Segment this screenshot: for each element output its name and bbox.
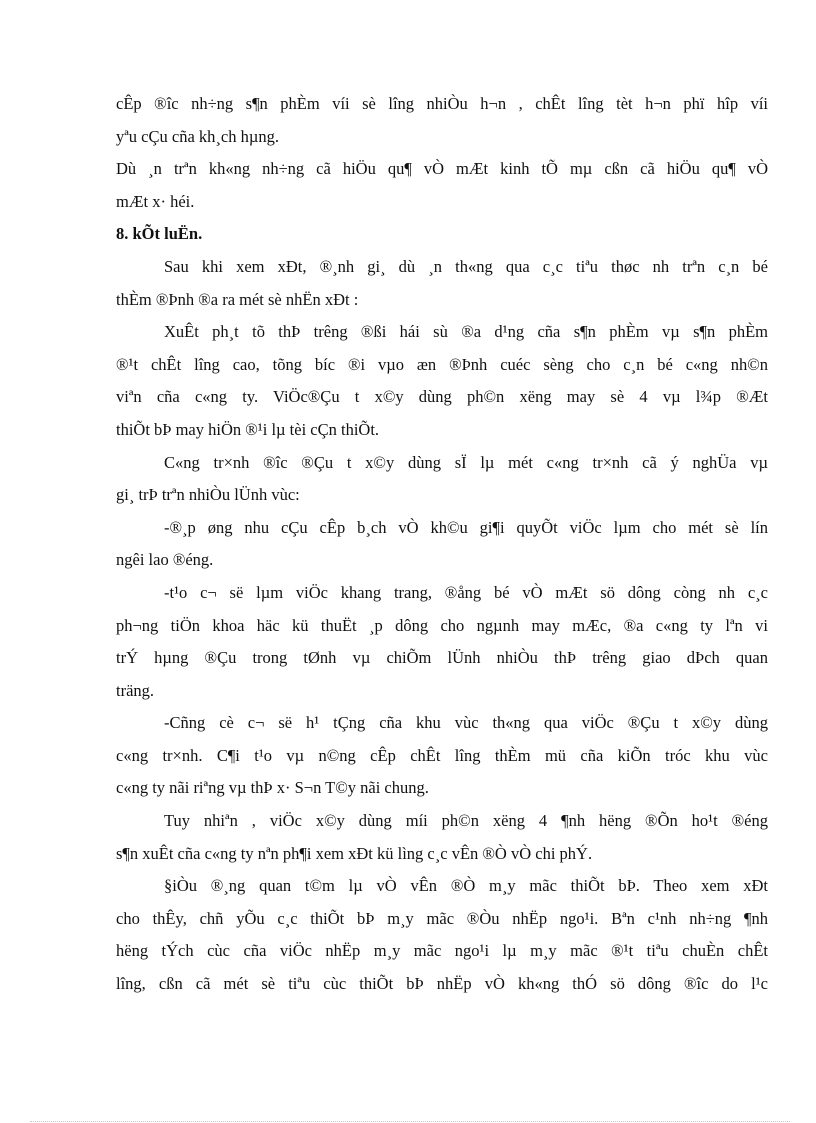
text-line: thÈm ®Þnh ®a ra mét sè nhËn xÐt : (116, 289, 359, 309)
page-bottom-rule (30, 1121, 790, 1122)
text-line: §iÒu ®¸ng quan t©m lµ vÒ vÊn ®Ò m¸y mãc thiÕt bÞ. Theo xem xÐt (164, 876, 768, 896)
text-line: -Cñng cè c¬ së h¹ tÇng cña khu vùc th«ng qua viÖc ®Çu t x©y dùng (164, 713, 768, 733)
text-line: XuÊt ph¸t tõ thÞ trêng ®ßi hái sù ®a d¹ng cña s¶n phÈm vµ s¶n phÈm (164, 322, 768, 342)
section-heading: 8. kÕt luËn. (116, 224, 203, 244)
text-line: c«ng tr×nh. C¶i t¹o vµ n©ng cÊp chÊt lîng thÈm mü cña kiÕn tróc khu vùc (116, 745, 768, 765)
text-line: ph¬ng tiÖn khoa häc kü thuËt ¸p dông cho ngµnh may mÆc, ®a c«ng ty lªn vi (116, 615, 768, 635)
text-line: hëng tÝch cùc cña viÖc nhËp m¸y mãc ngo¹i lµ m¸y mãc ®¹t tiªu chuÈn chÊt (116, 941, 768, 961)
body-text (116, 88, 768, 1001)
text-line: yªu cÇu cña kh¸ch hµng. (116, 126, 279, 146)
text-line: cho thÊy, chñ yÕu c¸c thiÕt bÞ m¸y mãc ®Òu nhËp ngo¹i. Bªn c¹nh nh÷ng ¶nh (116, 908, 768, 928)
text-line: trÝ hµng ®Çu trong tØnh vµ chiÕm lÜnh nhiÒu thÞ trêng giao dÞch quan (116, 648, 768, 668)
text-line: C«ng tr×nh ®îc ®Çu t x©y dùng sÏ lµ mét c«ng tr×nh cã ý nghÜa vµ (164, 452, 768, 472)
text-line: Sau khi xem xÐt, ®¸nh gi¸ dù ¸n th«ng qua c¸c tiªu thøc nh trªn c¸n bé (164, 256, 768, 276)
text-line: träng. (116, 680, 155, 700)
text-line: mÆt x· héi. (116, 191, 195, 211)
text-line: ®¹t chÊt lîng cao, tõng bíc ®i vµo æn ®Þnh cuéc sèng cho c¸n bé c«ng nh©n (116, 354, 768, 374)
text-line: cÊp ®îc nh÷ng s¶n phÈm víi sè lîng nhiÒu h¬n , chÊt lîng tèt h¬n phï hîp víi (116, 94, 768, 113)
text-line: viªn cña c«ng ty. ViÖc®Çu t x©y dùng ph©n xëng may sè 4 vµ l¾p ®Æt (116, 387, 768, 407)
text-line: c«ng ty nãi riªng vµ thÞ x· S¬n T©y nãi chung. (116, 778, 429, 798)
text-line: ngêi lao ®éng. (116, 550, 214, 570)
text-line: s¶n xuÊt cña c«ng ty nªn ph¶i xem xÐt kü lìng c¸c vÊn ®Ò vÒ chi phÝ. (116, 843, 593, 863)
text-line: -®¸p øng nhu cÇu cÊp b¸ch vÒ kh©u gi¶i quyÕt viÖc lµm cho mét sè lín (164, 517, 768, 537)
text-line: gi¸ trÞ trªn nhiÒu lÜnh vùc: (116, 485, 300, 505)
text-line: thiÕt bÞ may hiÖn ®¹i lµ tèi cÇn thiÕt. (116, 419, 380, 439)
text-line: Tuy nhiªn , viÖc x©y dùng míi ph©n xëng 4 ¶nh hëng ®Õn ho¹t ®éng (164, 811, 768, 831)
text-line: -t¹o c¬ së lµm viÖc khang trang, ®ång bé vÒ mÆt sö dông còng nh c¸c (164, 582, 768, 602)
text-line: Dù ¸n trªn kh«ng nh÷ng cã hiÖu qu¶ vÒ mÆt kinh tÕ mµ cßn cã hiÖu qu¶ vÒ (116, 159, 768, 179)
text-line: lîng, cßn cã mét sè tiªu cùc thiÕt bÞ nhËp vÒ kh«ng thÓ sö dông ®îc do l¹c (116, 974, 768, 994)
